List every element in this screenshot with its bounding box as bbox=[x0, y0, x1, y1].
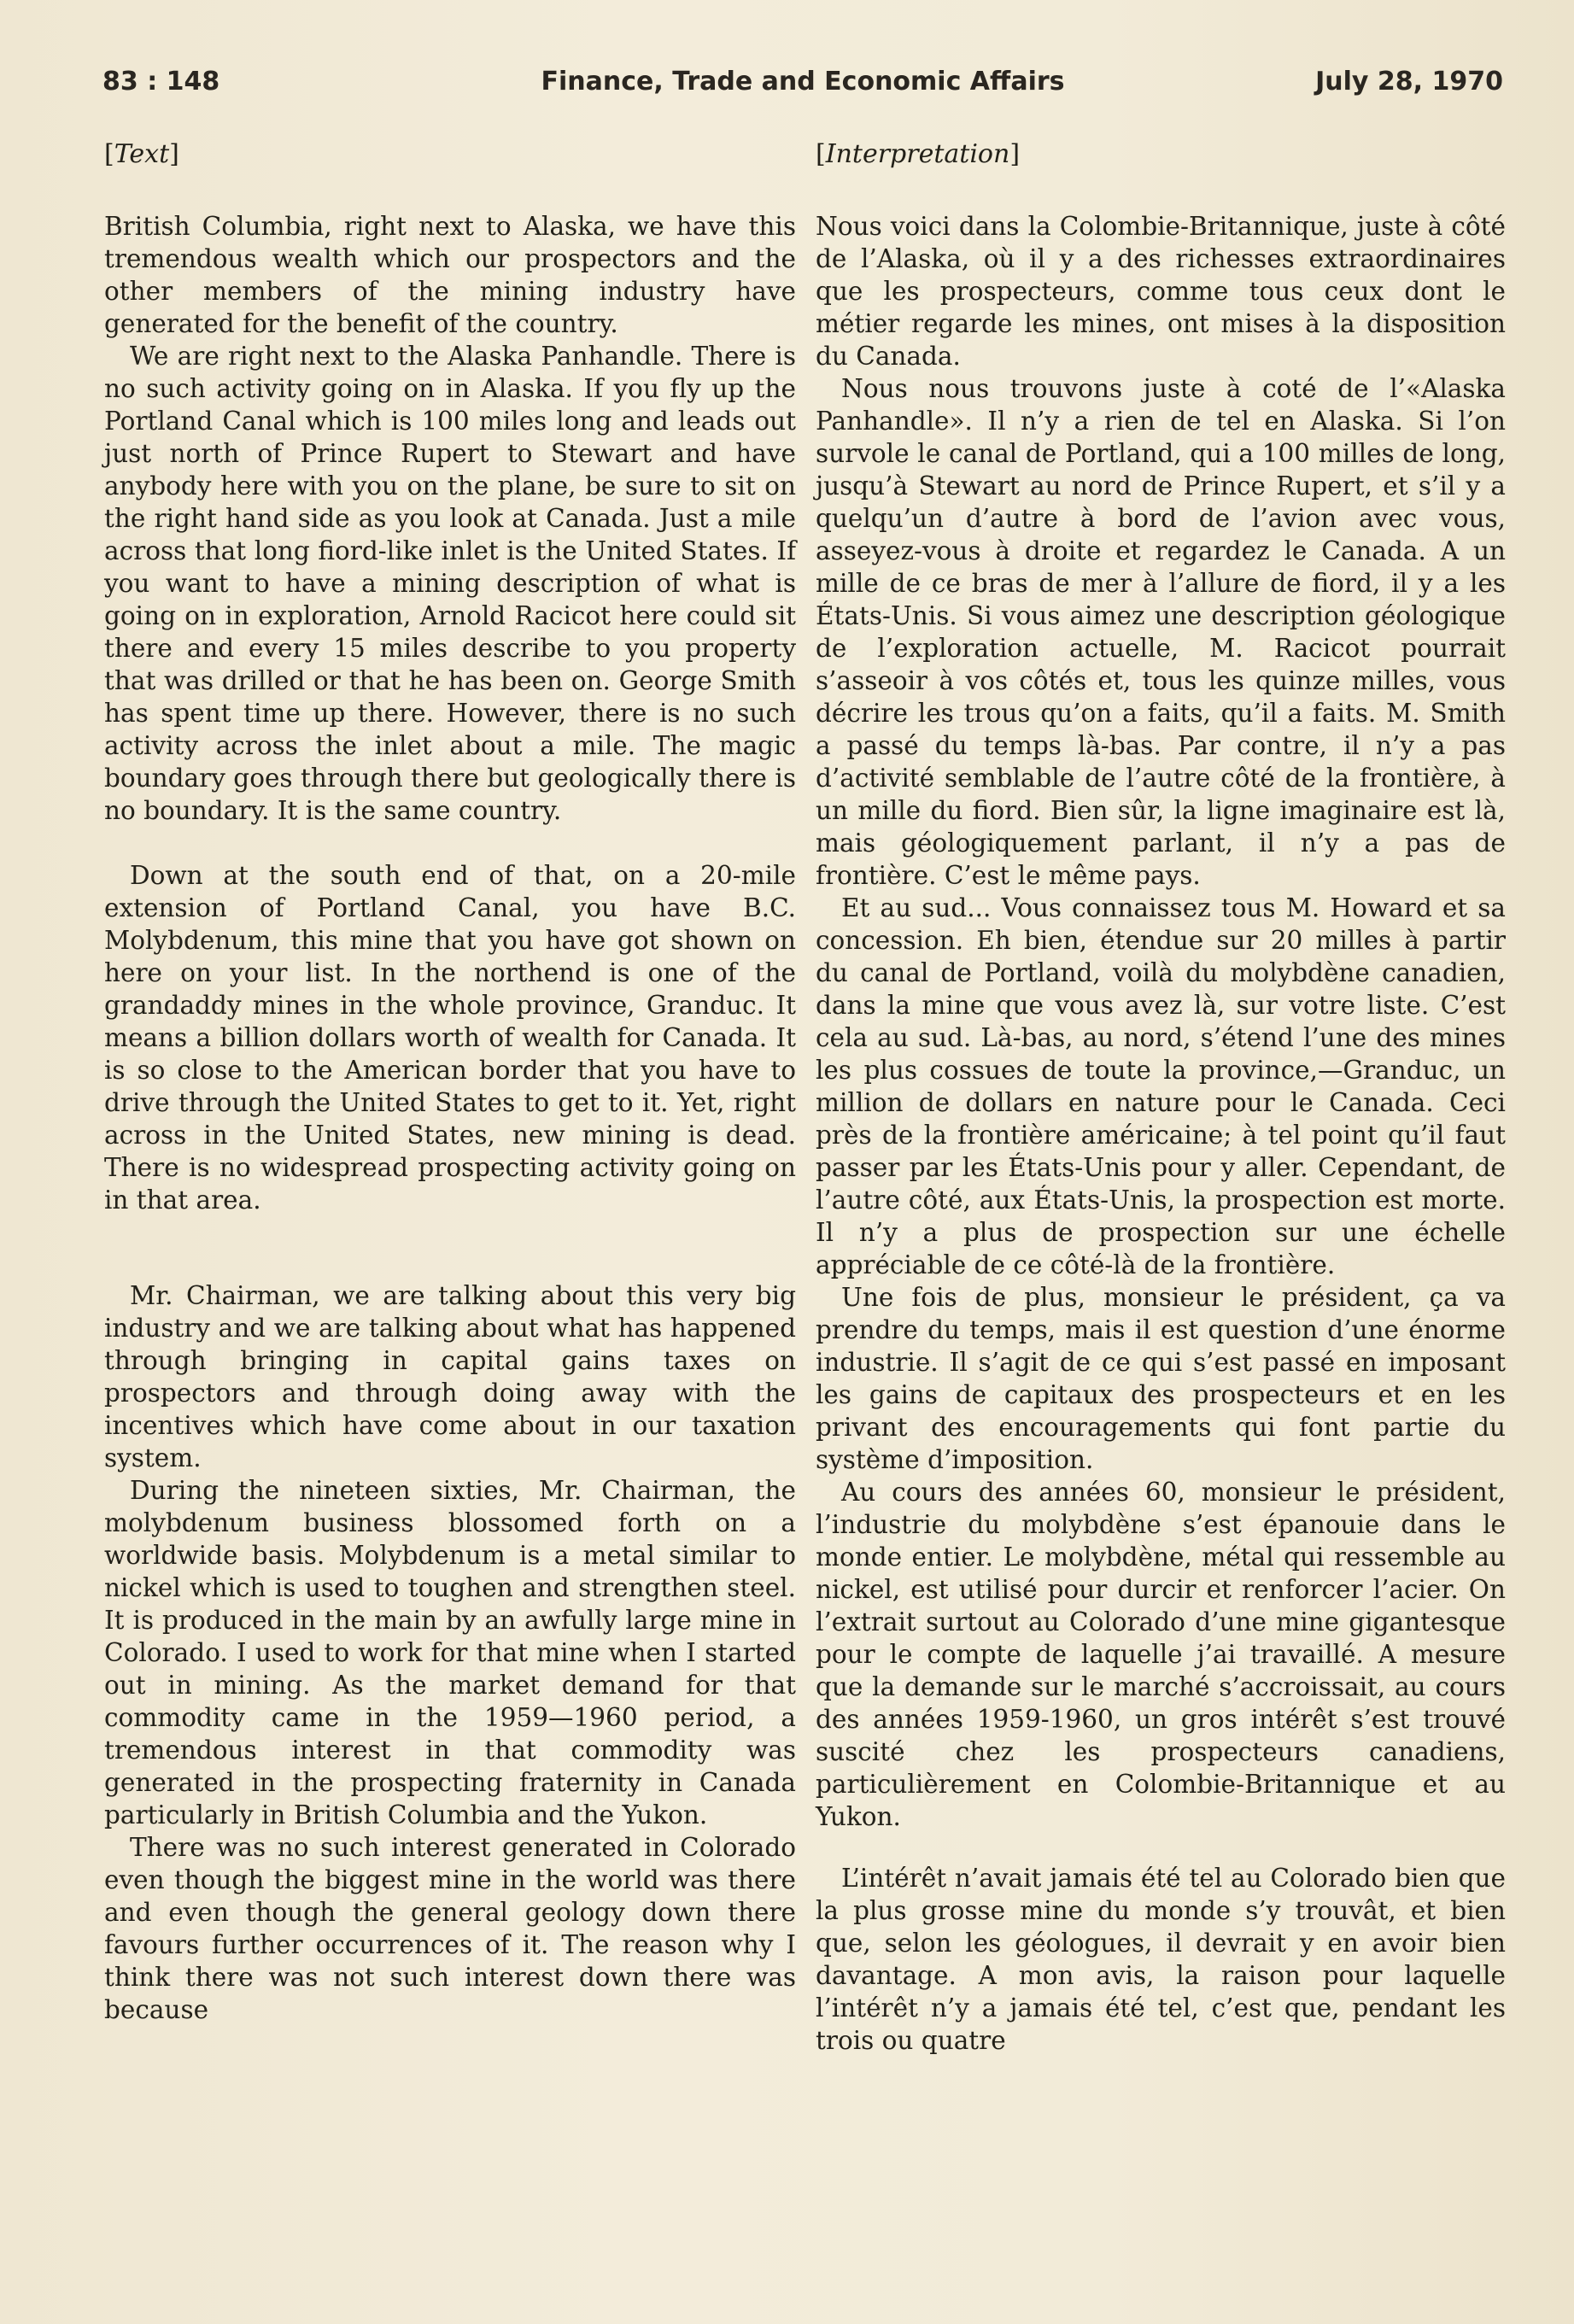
paragraph: Down at the south end of that, on a 20-mile extension of Portland Canal, you have B.C. Molybdenum, this mine that you have got shown on here on your list. In the northend is one of the grandaddy mines in the whole province, Granduc. It means a billion dollars worth of wealth for Canada. It is so close to the American border that you have to drive through the United States to get to it. Yet, right across in the United States, new mining is dead. There is no widespread prospecting activity going on in that area. bbox=[104, 861, 796, 1215]
french-interpretation-column bbox=[816, 138, 1506, 2057]
paragraph: Au cours des années 60, monsieur le président, l’industrie du molybdène s’est épanouie dans le monde entier. Le molybdène, métal qui ressemble au nickel, est utilisé pour durcir et renforcer l’acier. On l’extrait surtout au Colorado d’une mine gigantesque pour le compte de laquelle j’ai travaillé. A mesure que la demande sur le marché s’accroissait, au cours des années 1959-1960, un gros intérêt s’est trouvé suscité chez les prospecteurs canadiens, particulièrement en Colombie-Britannique et au Yukon. bbox=[816, 1478, 1506, 1831]
paragraph: Mr. Chairman, we are talking about this very big industry and we are talking about what has happened through bringing in capital gains taxes on prospectors and through doing away with the incentives which have come about in our taxation system. bbox=[104, 1281, 796, 1472]
running-title: Finance, Trade and Economic Affairs bbox=[541, 67, 1065, 97]
column-label-interpretation: [Interpretation] bbox=[816, 139, 1021, 169]
paragraph: Nous voici dans la Colombie-Britannique, juste à côté de l’Alaska, où il y a des richesses extraordinaires que les prospecteurs, comme tous ceux dont le métier regarde les mines, ont mises à la disposition du Canada. bbox=[816, 212, 1506, 371]
column-label-text: [Text] bbox=[104, 139, 179, 169]
paragraph: Et au sud... Vous connaissez tous M. Howard et sa concession. Eh bien, étendue sur 20 milles à partir du canal de Portland, voilà du molybdène canadien, dans la mine que vous avez là, sur votre liste. C’est cela au sud. Là-bas, au nord, s’étend l’une des mines les plus cossues de toute la province,—Granduc, un million de dollars en nature pour le Canada. Ceci près de la frontière américaine; à tel point qu’il faut passer par les États-Unis pour y aller. Cependant, de l’autre côté, aux États-Unis, la prospection est morte. Il n’y a plus de prospection sur une échelle appréciable de ce côté-là de la frontière. bbox=[816, 893, 1506, 1279]
paragraph: We are right next to the Alaska Panhandle. There is no such activity going on in Alaska. If you fly up the Portland Canal which is 100 miles long and leads out just north of Prince Rupert to Stewart and have anybody here with you on the plane, be sure to sit on the right hand side as you look at Canada. Just a mile across that long fiord-like inlet is the United States. If you want to have a mining description of what is going on in exploration, Arnold Racicot here could sit there and every 15 miles describe to you property that was drilled or that he has been on. George Smith has spent time up there. However, there is no such activity across the inlet about a mile. The magic boundary goes through there but geologically there is no boundary. It is the same country. bbox=[104, 342, 796, 825]
paragraph: There was no such interest generated in Colorado even though the biggest mine in the world was there and even though the general geology down there favours further occurrences of it. The reason why I think there was not such interest down there was because bbox=[104, 1833, 796, 2024]
paragraph: Nous nous trouvons juste à coté de l’«Alaska Panhandle». Il n’y a rien de tel en Alaska. Si l’on survole le canal de Portland, qui a 100 milles de long, jusqu’à Stewart au nord de Prince Rupert, et s’il y a quelqu’un d’autre à bord de l’avion avec vous, asseyez-vous à droite et regardez le Canada. A un mille de ce bras de mer à l’allure de fiord, il y a les États-Unis. Si vous aimez une description géologique de l’exploration actuelle, M. Racicot pourrait s’asseoir à vos côtés et, tous les quinze milles, vous décrire les trous qu’on a faits, qu’il a faits. M. Smith a passé du temps là-bas. Par contre, il n’y a pas d’activité semblable de l’autre côté de la frontière, à un mille du fiord. Bien sûr, la ligne imaginaire est là, mais géologiquement parlant, il n’y a pas de frontière. C’est le même pays. bbox=[816, 374, 1506, 890]
paragraph: During the nineteen sixties, Mr. Chairman, the molybdenum business blossomed forth on a worldwide basis. Molybdenum is a metal similar to nickel which is used to toughen and strengthen steel. It is produced in the main by an awfully large mine in Colorado. I used to work for that mine when I started out in mining. As the market demand for that commodity came in the 1959—1960 period, a tremendous interest in that commodity was generated in the prospecting fraternity in Canada particularly in British Columbia and the Yukon. bbox=[104, 1476, 796, 1829]
paragraph: British Columbia, right next to Alaska, we have this tremendous wealth which our prospectors and the other members of the mining industry have generated for the benefit of the country. bbox=[104, 212, 796, 338]
english-text-column bbox=[104, 138, 796, 2026]
page-number: 83 : 148 bbox=[102, 67, 220, 97]
header-date: July 28, 1970 bbox=[1315, 67, 1503, 97]
paragraph: Une fois de plus, monsieur le président, ça va prendre du temps, mais il est question d’une énorme industrie. Il s’agit de ce qui s’est passé en imposant les gains de capitaux des prospecteurs et en les privant des encouragements qui font partie du système d’imposition. bbox=[816, 1283, 1506, 1474]
paragraph: L’intérêt n’avait jamais été tel au Colorado bien que la plus grosse mine du monde s’y trouvât, et bien que, selon les géologues, il devrait y en avoir bien davantage. A mon avis, la raison pour laquelle l’intérêt n’y a jamais été tel, c’est que, pendant les trois ou quatre bbox=[816, 1864, 1506, 2055]
page-header bbox=[102, 67, 1503, 108]
